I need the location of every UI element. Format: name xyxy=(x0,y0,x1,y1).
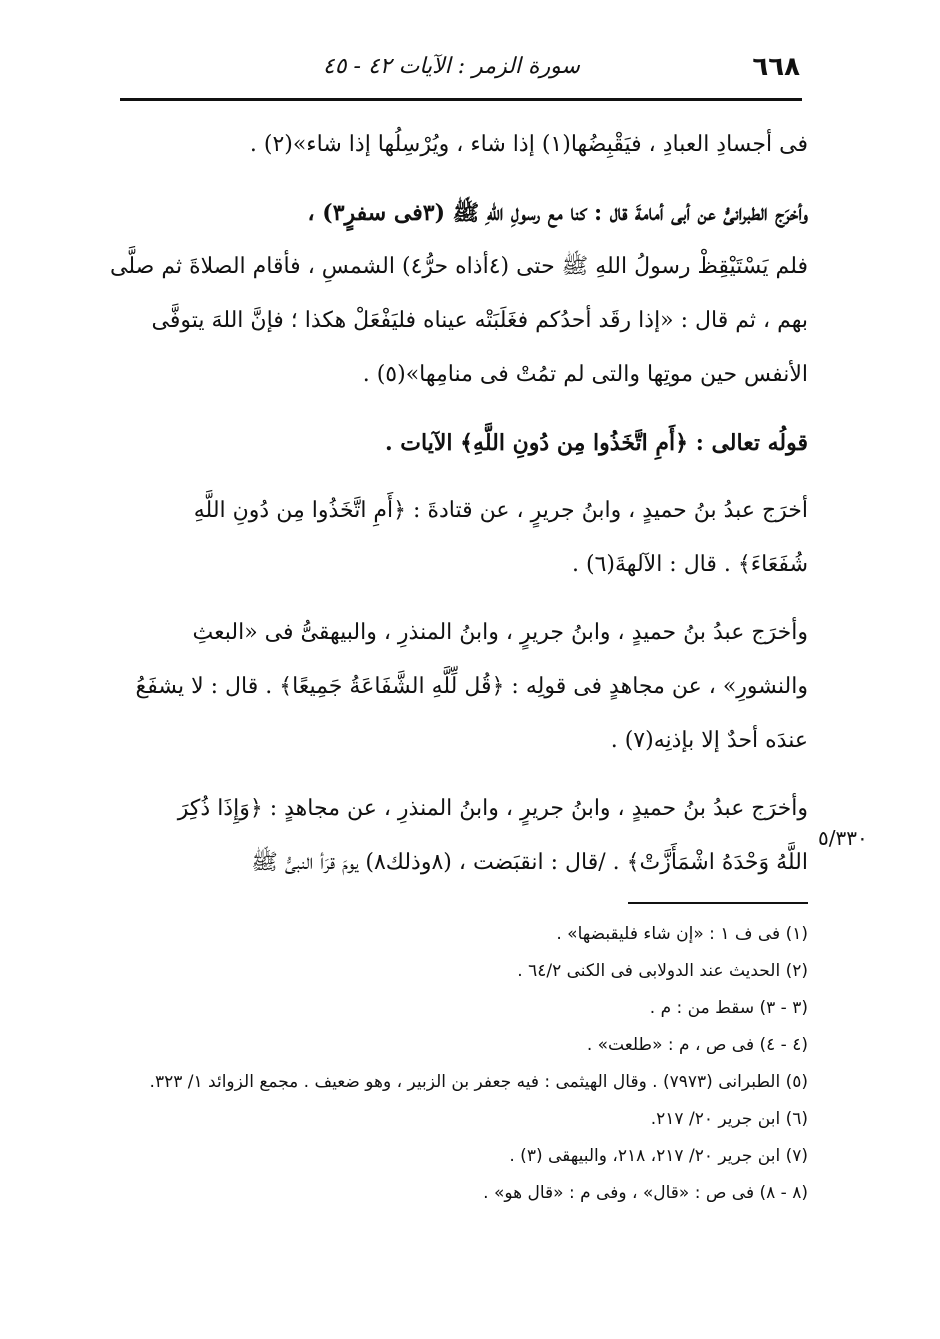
footnote-1: (١) فى ف ١ : «إن شاء فليقبضها» . xyxy=(556,924,808,944)
footnotes xyxy=(108,916,808,1212)
page-number: ٦٦٨ xyxy=(752,52,800,82)
text-line: وأخرَج عبدُ بنُ حميدٍ ، وابنُ جريرٍ ، وابنُ المنذرِ ، والبيهقىُّ فى «البعثِ xyxy=(192,620,808,645)
text-line: فلم يَسْتَيْقِظْ رسولُ اللهِ ﷺ حتى (٤أذاه حرُّ٤) الشمسِ ، فأقام الصلاةَ ثم صلَّى xyxy=(110,254,808,279)
footnote-5: (٥) الطبرانى (٧٩٧٣) . وقال الهيثمى : فيه جعفر بن الزبير ، وهو ضعيف . مجمع الزوائد ١/ ٣٢٣. xyxy=(149,1072,808,1092)
text-line: والنشورِ» ، عن مجاهدٍ فى قولِه : ﴿قُل لِّلَّهِ الشَّفَاعَةُ جَمِيعًا﴾ . قال : لا يشفَعُ xyxy=(135,674,808,699)
running-title: سورة الزمر : الآيات ٤٢ - ٤٥ xyxy=(322,54,580,79)
text-line: اللَّهُ وَحْدَهُ اشْمَأَزَّتْ﴾ . /قال : انقبَضت ، (٨وذلك٨) يومَ قرَأ النبىُّ ﷺ xyxy=(251,850,808,875)
paragraph-4 xyxy=(108,484,808,592)
text-line: عندَه أحدٌ إلا بإذنِه(٧) . xyxy=(610,728,808,753)
footnote-6: (٦) ابن جرير ٢٠/ ٢١٧. xyxy=(650,1109,808,1129)
text-line: وأخرَج عبدُ بنُ حميدٍ ، وابنُ جريرٍ ، وابنُ المنذرِ ، عن مجاهدٍ : ﴿وَإِذَا ذُكِرَ xyxy=(177,796,808,821)
text-line: قولُه تعالى : ﴿أَمِ اتَّخَذُوا مِن دُونِ اللَّهِ﴾ الآيات . xyxy=(384,430,808,456)
text-line: فى أجسادِ العبادِ ، فيَقْبِضُها(١) إذا شاء ، ويُرْسِلُها إذا شاء»(٢) . xyxy=(249,132,808,157)
paragraph-1 xyxy=(108,118,808,172)
footnote-8: (٨ - ٨) فى ص : «قال» ، وفى م : «قال هو» . xyxy=(483,1183,808,1203)
footnote-4: (٤ - ٤) فى ص ، م : «طلعت» . xyxy=(586,1035,808,1055)
text-line: أخرَج عبدُ بنُ حميدٍ ، وابنُ جريرٍ ، عن قتادةَ : ﴿أَمِ اتَّخَذُوا مِن دُونِ اللَّهِ xyxy=(193,498,808,523)
paragraph-2 xyxy=(108,186,808,402)
footnote-3: (٣ - ٣) سقط من : م . xyxy=(649,998,808,1018)
page-header xyxy=(120,48,800,90)
footnote-2: (٢) الحديث عند الدولابى فى الكنى ٦٤/٢ . xyxy=(517,961,808,981)
text-line: بهم ، ثم قال : «إذا رقَد أحدُكم فغَلَبَتْه عيناه فليَفْعَلْ هكذا ؛ فإنَّ اللهَ يتوفَّى xyxy=(151,308,808,333)
text-line: شُفَعَاءَ﴾ . قال : الآلهةَ(٦) . xyxy=(572,552,808,577)
margin-reference: ٥/٣٣٠ xyxy=(818,826,868,850)
header-divider xyxy=(120,98,802,101)
footnote-7: (٧) ابن جرير ٢٠/ ٢١٧، ٢١٨، والبيهقى (٣) . xyxy=(509,1146,808,1166)
paragraph-6 xyxy=(108,782,808,890)
text-line: وأخرَج الطبرانىُّ عن أبى أمامةَ قال : كنا مع رسولِ اللهِ ﷺ (٣فى سفرٍ٣) ، xyxy=(307,200,808,226)
paragraph-3 xyxy=(108,416,808,470)
main-text xyxy=(108,118,808,904)
footnote-divider xyxy=(628,902,808,904)
paragraph-5 xyxy=(108,606,808,768)
text-line: الأنفس حين موتِها والتى لم تمُتْ فى منامِها»(٥) . xyxy=(362,362,808,387)
